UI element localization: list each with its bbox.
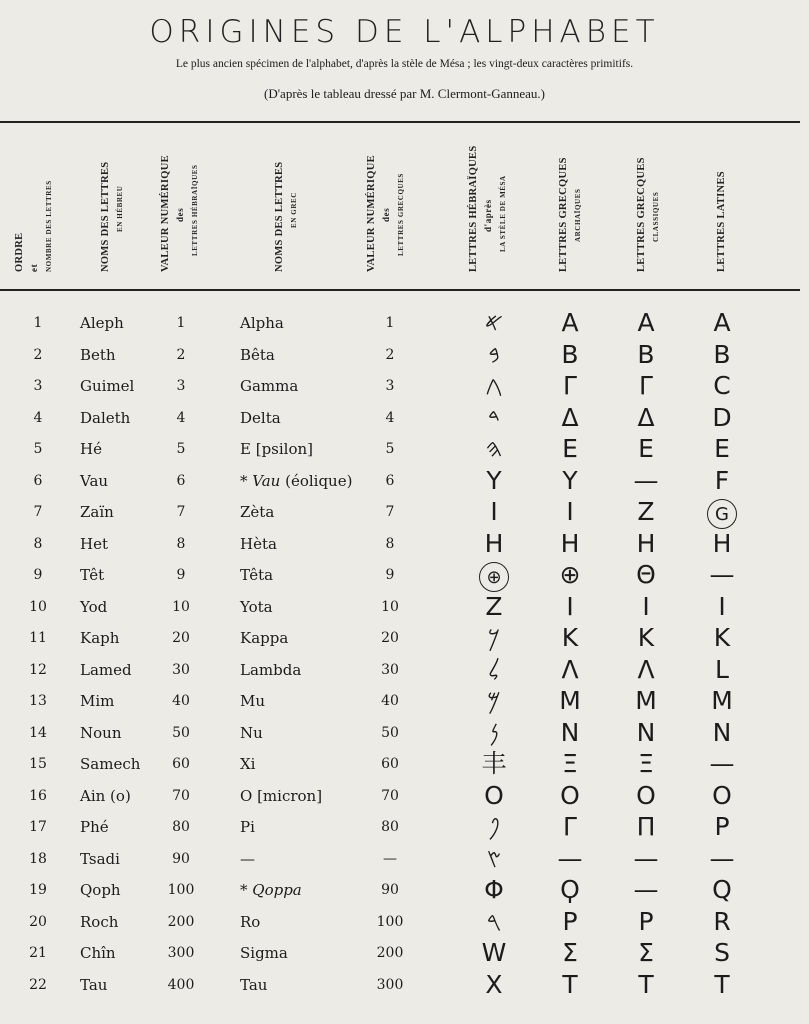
table-row [0, 592, 809, 622]
table-row [0, 340, 809, 370]
table-row [0, 781, 809, 811]
greek-name: Têta [240, 566, 274, 584]
row-number: 7 [33, 504, 43, 520]
header-line: LA STÈLE DE MÉSA [499, 175, 507, 252]
page-subtitle: Le plus ancien spécimen de l'alphabet, d'après la stèle de Mésa ; les vingt-deux caractères primitifs. [175, 58, 634, 70]
glyph-greek-classic: Ξ [638, 749, 654, 778]
greek-name: — [240, 849, 255, 868]
row-number: 12 [29, 661, 47, 678]
header-hebraiques-mesa [466, 145, 507, 272]
glyph-mesa: ⊕ [465, 560, 523, 590]
glyph-latin: N [712, 717, 732, 747]
greek-value: 2 [385, 346, 395, 363]
glyph-greek-archaic: Σ [562, 938, 578, 967]
greek-value: 6 [385, 472, 395, 489]
table-row [0, 970, 809, 1000]
greek-name: Bêta [240, 345, 275, 364]
table-row [0, 623, 809, 653]
row-number: 4 [33, 409, 43, 426]
hebrew-value: 3 [176, 378, 186, 394]
glyph-latin: — [709, 560, 735, 589]
greek-name: Lambda [240, 660, 302, 679]
glyph-latin: L [715, 654, 729, 684]
row-number: 17 [29, 819, 47, 835]
header-noms-hebreu [98, 161, 124, 272]
page-title: ORIGINES DE L'ALPHABET [149, 14, 660, 50]
glyph-greek-classic: E [638, 434, 654, 463]
hebrew-name: Phé [80, 818, 109, 836]
hebrew-value: 70 [172, 787, 190, 804]
glyph-greek-archaic: M [559, 686, 581, 715]
glyph-greek-archaic: T [562, 969, 578, 999]
glyph-greek-archaic: I [566, 497, 574, 526]
header-line: et [29, 263, 39, 272]
table-row [0, 466, 809, 496]
row-number: 11 [29, 630, 47, 646]
glyph-greek-archaic: Ξ [562, 749, 578, 778]
glyph-greek-classic: O [636, 780, 656, 810]
glyph-mesa: 𐤐 [488, 812, 500, 841]
greek-name: Nu [240, 723, 263, 742]
header-line: LETTRES HÉBRAÏQUES [468, 145, 479, 272]
glyph-greek-archaic: Y [562, 465, 578, 495]
hebrew-name: Beth [80, 345, 116, 364]
glyph-greek-archaic: Γ [563, 812, 577, 841]
glyph-mesa: H [484, 528, 504, 558]
greek-name: Tau [240, 975, 268, 994]
glyph-greek-classic: — [633, 465, 659, 495]
table-row [0, 907, 809, 937]
hebrew-value: 5 [176, 441, 186, 457]
glyph-greek-archaic: ⊕ [559, 560, 581, 589]
hebrew-name: Ain (o) [80, 786, 131, 805]
glyph-greek-classic: B [637, 339, 655, 369]
glyph-greek-classic: N [636, 717, 656, 747]
glyph-mesa: Z [485, 591, 503, 621]
greek-value: 70 [381, 787, 399, 804]
hebrew-value: 300 [167, 945, 195, 961]
glyph-greek-archaic: Ϙ [560, 875, 580, 904]
hebrew-name: Têt [80, 566, 105, 584]
glyph-greek-classic: — [633, 843, 659, 873]
hebrew-value: 400 [167, 976, 195, 993]
row-number: 15 [29, 756, 47, 772]
glyph-latin: P [714, 812, 730, 841]
table-row [0, 371, 809, 401]
hebrew-name: Tau [80, 975, 108, 994]
glyph-greek-archaic: Ε [562, 434, 578, 463]
row-number: 13 [29, 693, 47, 709]
glyph-mesa: W [481, 938, 507, 967]
glyph-greek-classic: P [638, 906, 654, 936]
glyph-greek-classic: Π [636, 812, 656, 841]
hebrew-value: 60 [172, 756, 190, 772]
row-number: 2 [33, 346, 43, 363]
hebrew-value: 6 [176, 472, 186, 489]
glyph-latin: I [718, 591, 726, 621]
header-line: NOMS DES LETTRES [100, 161, 111, 272]
row-number: 3 [33, 378, 43, 394]
header-line: LETTRES GRECQUES [397, 173, 405, 256]
hebrew-name: Mim [80, 692, 115, 710]
glyph-greek-classic: — [633, 875, 659, 904]
greek-name: O [micron] [240, 786, 323, 805]
table-row [0, 560, 809, 590]
glyph-greek-classic: K [637, 623, 655, 652]
greek-value: 200 [376, 945, 404, 961]
hebrew-name: Het [80, 534, 108, 553]
glyph-greek-classic: H [636, 528, 656, 558]
glyph-greek-archaic: P [562, 906, 578, 936]
greek-value: 90 [381, 882, 399, 898]
glyph-greek-classic: A [637, 308, 655, 337]
glyph-latin: B [713, 339, 731, 369]
header-line: LETTRES HÉBRAÏQUES [191, 164, 199, 256]
header-line: LETTRES GRECQUES [636, 157, 647, 272]
greek-value: 4 [385, 409, 395, 426]
table-row [0, 655, 809, 685]
greek-value: 50 [381, 724, 399, 741]
header-line: VALEUR NUMÉRIQUE [160, 155, 171, 272]
header-line: ARCHAÏQUES [574, 188, 582, 242]
greek-value: 300 [376, 976, 404, 993]
greek-value: 100 [376, 913, 404, 930]
hebrew-name: Tsadi [80, 849, 120, 868]
header-line: des [175, 207, 185, 222]
greek-name: * Qoppa [240, 881, 302, 899]
glyph-mesa: Y [486, 465, 502, 495]
source-credit: (D'après le tableau dressé par M. Clermont-Ganneau.) [263, 86, 545, 101]
glyph-latin: K [713, 623, 731, 652]
greek-name: Zèta [240, 503, 275, 521]
glyph-latin: F [714, 465, 730, 495]
top-rule [0, 121, 800, 123]
hebrew-value: 50 [172, 724, 190, 741]
glyph-latin: M [711, 686, 733, 715]
row-number: 18 [29, 850, 47, 867]
header-line: NOMBRE DES LETTRES [45, 180, 53, 272]
glyph-mesa: I [490, 497, 498, 526]
glyph-greek-archaic: O [560, 780, 580, 810]
glyph-latin: — [709, 749, 735, 778]
glyph-greek-classic: M [635, 686, 657, 715]
hebrew-name: Samech [80, 755, 141, 773]
hebrew-value: 200 [167, 913, 195, 930]
row-number: 5 [33, 441, 43, 457]
header-ordre [12, 180, 53, 272]
glyph-greek-archaic: Δ [561, 402, 579, 432]
header-valeur-hebreu [158, 155, 199, 272]
glyph-mesa: 𐤃 [487, 402, 501, 432]
hebrew-name: Qoph [80, 881, 121, 899]
glyph-greek-classic: Σ [638, 938, 654, 967]
header-line: d'après [483, 199, 493, 232]
glyph-greek-classic: Λ [637, 654, 655, 684]
table-row [0, 938, 809, 968]
glyph-greek-classic: Δ [637, 402, 655, 432]
greek-value: 10 [381, 598, 399, 615]
row-number: 1 [33, 315, 43, 331]
header-line: CLASSIQUES [652, 191, 660, 242]
table-row [0, 497, 809, 527]
row-number: 9 [33, 567, 43, 583]
header-grecques-archaiques [556, 157, 582, 272]
greek-value: 30 [381, 661, 399, 678]
glyph-mesa: 𐤑 [486, 843, 502, 873]
glyph-greek-archaic: Ι [566, 591, 574, 621]
row-number: 20 [29, 913, 47, 930]
greek-name: Alpha [240, 314, 284, 332]
hebrew-name: Zaïn [80, 503, 114, 521]
glyph-greek-classic: Z [637, 497, 655, 526]
greek-name: Xi [240, 755, 256, 773]
table-row [0, 529, 809, 559]
glyph-latin: Q [712, 875, 732, 904]
glyph-latin: S [714, 938, 730, 967]
glyph-mesa: Φ [484, 875, 504, 904]
greek-name: Pi [240, 818, 255, 836]
hebrew-name: Guimel [80, 377, 135, 395]
hebrew-value: 4 [176, 409, 186, 426]
greek-value: — [383, 850, 397, 867]
greek-value: 3 [385, 378, 395, 394]
hebrew-name: Hé [80, 440, 102, 458]
greek-value: 8 [385, 535, 395, 552]
glyph-greek-archaic: Λ [561, 654, 579, 684]
glyph-greek-archaic: K [561, 623, 579, 652]
greek-value: 40 [381, 693, 399, 709]
glyph-greek-classic: I [642, 591, 650, 621]
glyph-greek-classic: Γ [639, 371, 653, 400]
header-grecques-classiques [634, 157, 660, 272]
glyph-mesa: 𐤀 [484, 308, 504, 337]
table-row [0, 718, 809, 748]
greek-value: 20 [381, 630, 399, 646]
header-line: EN HÉBREU [116, 185, 124, 232]
greek-name: Delta [240, 408, 281, 427]
hebrew-name: Noun [80, 723, 122, 742]
glyph-greek-archaic: H [560, 528, 580, 558]
table-row [0, 403, 809, 433]
hebrew-value: 10 [172, 598, 190, 615]
glyph-latin: A [713, 308, 731, 337]
glyph-greek-archaic: N [560, 717, 580, 747]
table-row [0, 875, 809, 905]
hebrew-value: 40 [172, 693, 190, 709]
hebrew-name: Daleth [80, 408, 131, 427]
row-number: 8 [33, 535, 43, 552]
header-line: ORDRE [14, 232, 25, 272]
hebrew-name: Chîn [80, 944, 116, 962]
glyph-latin: H [712, 528, 732, 558]
row-number: 6 [33, 472, 43, 489]
glyph-latin: D [712, 402, 732, 432]
header-line: des [381, 207, 391, 222]
hebrew-name: Lamed [80, 660, 132, 679]
glyph-greek-archaic: — [557, 843, 583, 873]
table-row [0, 308, 809, 338]
greek-name: * Vau (éolique) [240, 471, 353, 490]
hebrew-name: Yod [80, 597, 108, 616]
glyph-latin: T [714, 969, 730, 999]
header-noms-grec [272, 161, 298, 272]
greek-value: 1 [385, 315, 395, 331]
header-rule [0, 289, 800, 291]
hebrew-value: 8 [176, 535, 186, 552]
greek-name: Ro [240, 912, 261, 931]
glyph-greek-archaic: Γ [563, 371, 577, 400]
row-number: 19 [29, 882, 47, 898]
table-row [0, 749, 809, 779]
glyph-latin: O [712, 780, 732, 810]
glyph-latin: C [713, 371, 731, 400]
glyph-latin: — [709, 843, 735, 873]
greek-name: Gamma [240, 377, 299, 395]
glyph-greek-classic: T [638, 969, 654, 999]
hebrew-name: Kaph [80, 629, 120, 647]
hebrew-name: Aleph [80, 314, 124, 332]
header-line: NOMS DES LETTRES [274, 161, 285, 272]
glyph-mesa: 𐤄 [485, 434, 503, 463]
row-number: 22 [29, 976, 47, 993]
hebrew-value: 9 [176, 567, 186, 583]
glyph-mesa: 𐤂 [485, 371, 503, 400]
table-row [0, 434, 809, 464]
glyph-greek-archaic: Α [561, 308, 579, 337]
greek-name: Kappa [240, 629, 289, 647]
row-number: 10 [29, 598, 47, 615]
hebrew-value: 2 [176, 346, 186, 363]
table-row [0, 812, 809, 842]
glyph-mesa: 丰 [481, 749, 507, 778]
glyph-greek-archaic: Β [561, 339, 579, 369]
greek-value: 7 [385, 504, 395, 520]
greek-value: 9 [385, 567, 395, 583]
glyph-mesa: X [485, 969, 503, 999]
glyph-mesa: 𐤌 [487, 686, 501, 715]
table-row [0, 844, 809, 874]
row-number: 16 [29, 787, 47, 804]
glyph-latin: E [714, 434, 730, 463]
glyph-mesa: 𐤋 [488, 654, 500, 684]
greek-value: 60 [381, 756, 399, 772]
greek-name: Hèta [240, 534, 277, 553]
hebrew-name: Vau [80, 471, 109, 490]
hebrew-value: 7 [176, 504, 186, 520]
hebrew-value: 20 [172, 630, 190, 646]
glyph-mesa: 𐤓 [486, 906, 502, 936]
header-latines [714, 171, 730, 272]
glyph-latin: R [713, 906, 731, 936]
hebrew-value: 30 [172, 661, 190, 678]
table-row [0, 686, 809, 716]
glyph-greek-classic: Θ [636, 560, 656, 589]
glyph-latin: G [692, 497, 752, 527]
greek-name: Sigma [240, 944, 288, 962]
header-line: EN GREC [290, 192, 298, 228]
header-line: VALEUR NUMÉRIQUE [366, 155, 377, 272]
glyph-mesa: 𐤁 [488, 339, 500, 369]
greek-name: Yota [240, 597, 273, 616]
glyph-mesa: 𐤊 [487, 623, 501, 652]
header-line: LETTRES GRECQUES [558, 157, 569, 272]
header-line: LETTRES LATINES [716, 171, 727, 272]
row-number: 21 [29, 945, 47, 961]
row-number: 14 [29, 724, 47, 741]
greek-value: 80 [381, 819, 399, 835]
hebrew-name: Roch [80, 912, 119, 931]
greek-value: 5 [385, 441, 395, 457]
glyph-mesa: 𐤍 [489, 717, 499, 747]
hebrew-value: 100 [167, 882, 195, 898]
header-valeur-grec [364, 155, 405, 272]
hebrew-value: 1 [176, 315, 186, 331]
hebrew-value: 90 [172, 850, 190, 867]
greek-name: Mu [240, 692, 266, 710]
glyph-mesa: O [484, 780, 504, 810]
greek-name: E [psilon] [240, 440, 314, 458]
hebrew-value: 80 [172, 819, 190, 835]
